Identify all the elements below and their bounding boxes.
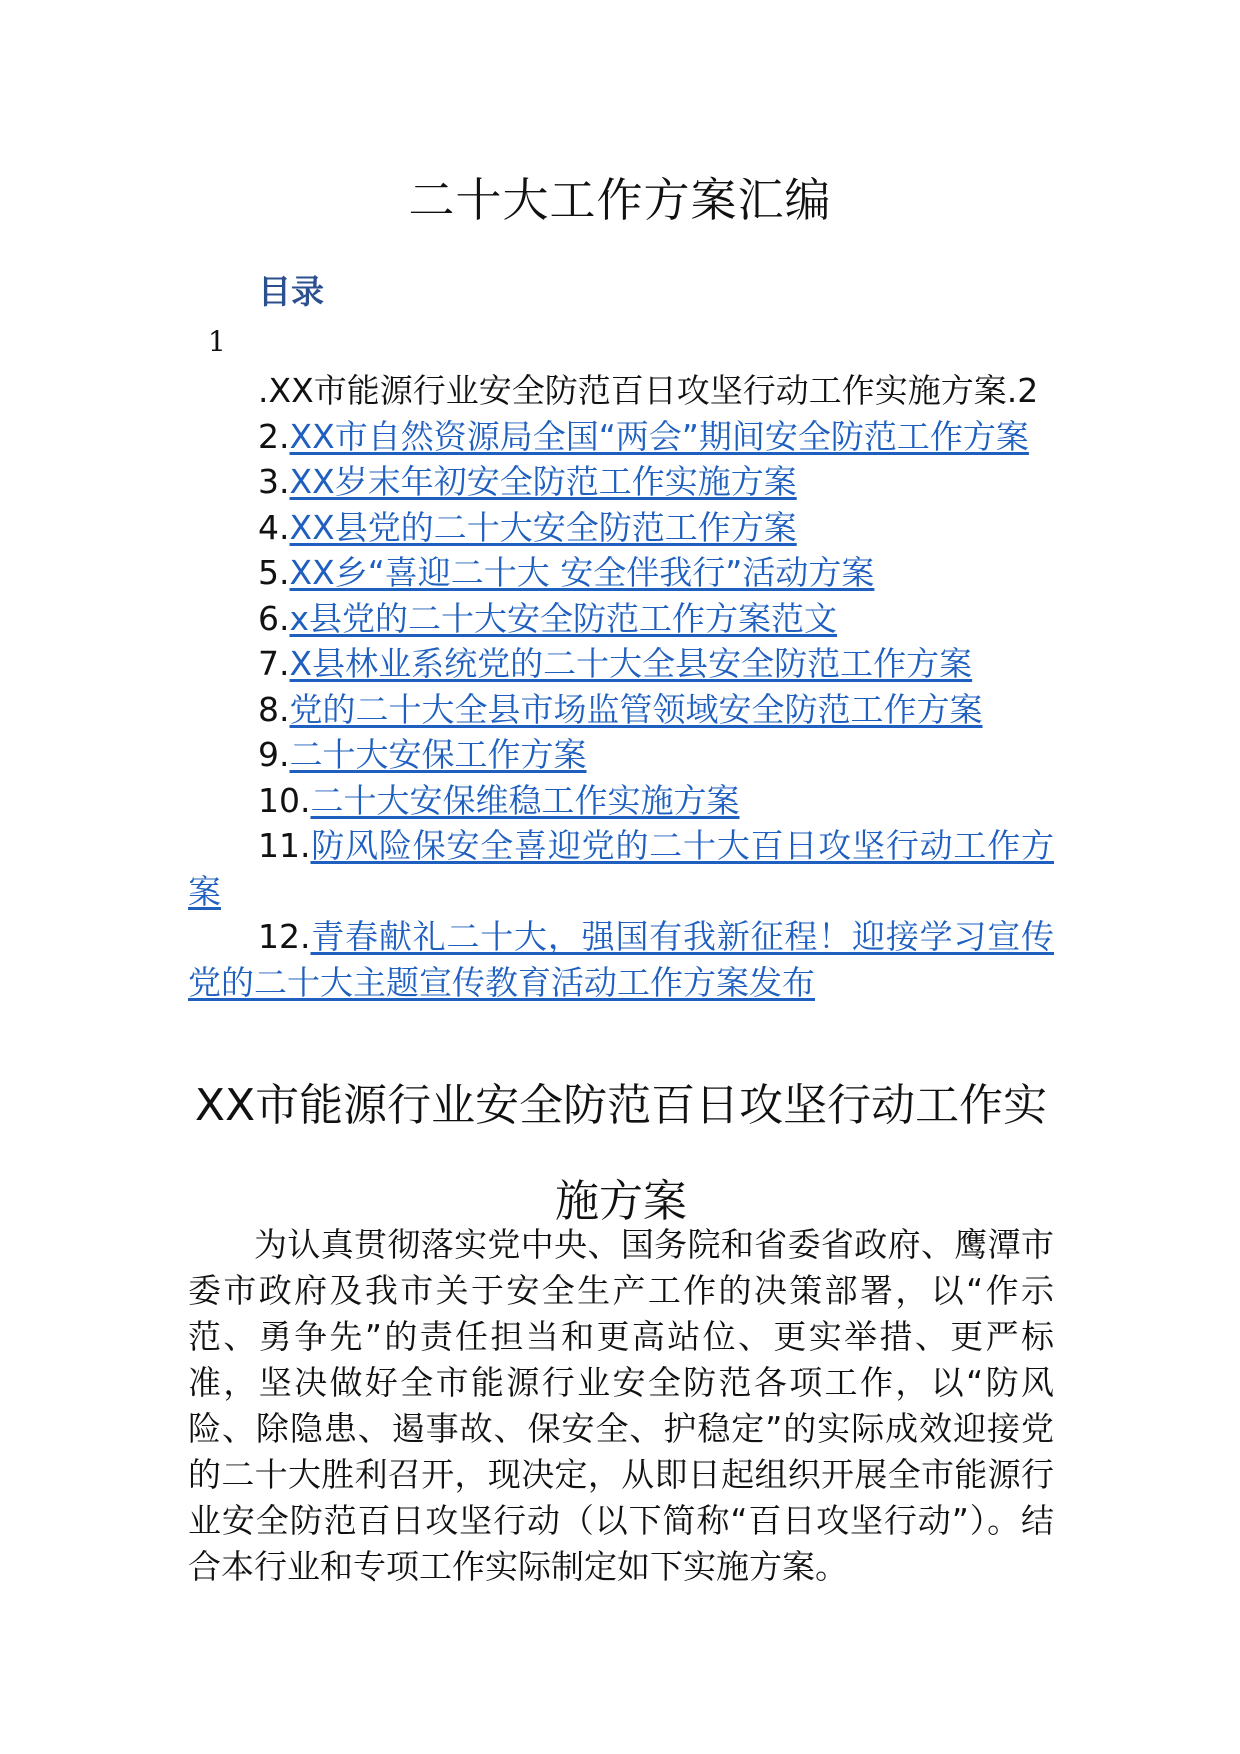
toc-link[interactable]: 防风险保安全喜迎党的二十大百日攻坚行动工作方案 [188,826,1054,911]
toc-item-number: 8. [258,689,290,729]
toc-item-number: 10. [258,780,311,820]
table-of-contents [188,368,1054,1005]
toc-item-number: 6. [258,598,290,638]
toc-item-number: 7. [258,644,290,683]
toc-link[interactable]: x县党的二十大安全防范工作方案范文 [289,598,838,638]
toc-item-number: 9. [258,735,290,774]
toc-link[interactable]: XX县党的二十大安全防范工作方案 [289,507,797,547]
toc-item-1 [188,368,1054,414]
toc-item-7 [188,641,1054,687]
toc-item-number: 12. [258,917,311,956]
toc-link[interactable]: 青春献礼二十大，强国有我新征程！迎接学习宣传党的二十大主题宣传教育活动工作方案发布 [188,917,1054,1002]
toc-item-number: 11. [258,826,311,865]
toc-marker: 1 [208,325,226,358]
toc-item-text: .XX市能源行业安全防范百日攻坚行动工作实施方案.2 [258,371,1039,410]
toc-link[interactable]: XX岁末年初安全防范工作实施方案 [289,462,797,501]
toc-item-4 [188,505,1054,551]
toc-link[interactable]: X县林业系统党的二十大全县安全防范工作方案 [289,644,973,683]
toc-item-10 [188,778,1054,824]
toc-item-6 [188,596,1054,642]
toc-item-2 [188,414,1054,460]
toc-item-5 [188,550,1054,596]
section-title: XX市能源行业安全防范百日攻坚行动工作实施方案 [194,1080,1048,1227]
toc-item-3 [188,459,1054,505]
toc-link[interactable]: XX乡“喜迎二十大 安全伴我行”活动方案 [289,553,875,592]
toc-heading: 目录 [258,272,324,311]
document-title: 二十大工作方案汇编 [408,173,832,227]
toc-item-11 [188,823,1054,914]
toc-item-9 [188,732,1054,778]
toc-link[interactable]: 二十大安保维稳工作实施方案 [310,780,740,820]
toc-item-number: 2. [258,416,290,456]
toc-link[interactable]: XX市自然资源局全国“两会”期间安全防范工作方案 [289,416,1029,456]
toc-item-number: 4. [258,507,290,547]
toc-item-number: 3. [258,462,290,501]
toc-link[interactable]: 党的二十大全县市场监管领域安全防范工作方案 [289,689,983,729]
toc-item-12 [188,914,1054,1005]
toc-item-8 [188,687,1054,733]
toc-link[interactable]: 二十大安保工作方案 [289,735,587,774]
body-paragraph: 为认真贯彻落实党中央、国务院和省委省政府、鹰潭市委市政府及我市关于安全生产工作的决策部署，以“作示范、勇争先”的责任担当和更高站位、更实举措、更严标准，坚决做好全市能源行业安全防范各项工作，以“防风险、除隐患、遏事故、保安全、护稳定”的实际成效迎接党的二十大胜利召开，现决定，从即日起组织开展全市能源行业安全防范百日攻坚行动（以下简称“百日攻坚行动”）。结合本行业和专项工作实际制定如下实施方案。 [188,1225,1054,1586]
toc-item-number: 5. [258,553,290,592]
